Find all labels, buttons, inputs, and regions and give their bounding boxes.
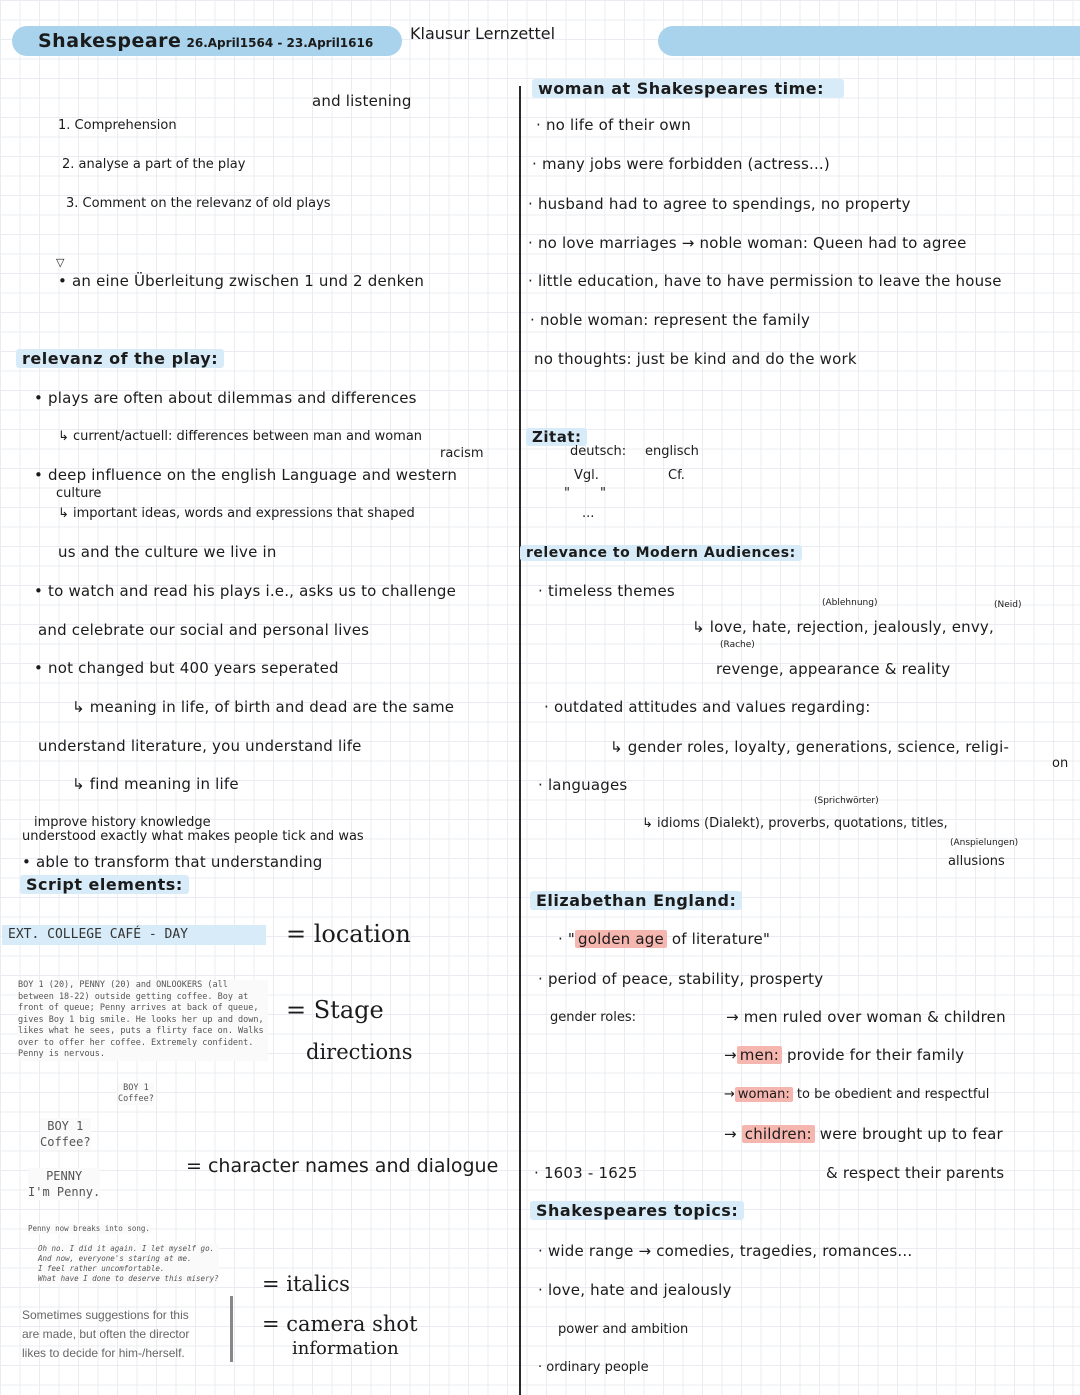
topic-item: · love, hate and jealously [538,1281,732,1299]
annotation: (Anspielungen) [950,838,1019,848]
small-character: BOY 1 [123,1083,149,1093]
themes-line: revenge, appearance & reality [716,660,951,678]
modern-item: · outdated attitudes and values regarding: [544,698,871,716]
woman-item: · little education, have to have permission to leave the house [528,272,1002,290]
relevance-item: • not changed but 400 years seperated [34,659,339,677]
task-item: 1. Comprehension [58,118,177,133]
woman-item: · no life of their own [536,116,691,134]
zitat-quote-1: " [564,486,570,501]
dialogue-sample-1 [40,1118,91,1150]
camera-label: = camera shot [262,1312,418,1336]
character-name: PENNY [46,1169,83,1183]
relevance-text: not changed but 400 years seperated [48,659,339,677]
script-heading: Script elements: [20,875,189,894]
eliz-item: · period of peace, stability, prosperty [538,970,824,988]
topic-item: · wide range → comedies, tragedies, romances... [538,1242,913,1260]
relevance-sub: ↳ important ideas, words and expressions that shaped [58,506,415,521]
woman-item-text: many jobs were forbidden (actress...) [541,155,830,173]
relevance-sub-text: meaning in life, of birth and dead are the same [89,698,455,716]
woman-item [534,350,857,368]
header-author: Shakespeare [38,30,182,52]
lyric-line: And now, everyone's staring at me. [38,1254,192,1263]
annotation: (Sprichwörter) [814,796,879,806]
relevance-item: understand literature, you understand life [38,737,362,755]
woman-role-label: woman: [735,1087,793,1102]
header-author-line [38,30,373,52]
song-intro: Penny now breaks into song. [28,1224,150,1233]
men-provide: provide for their family [786,1046,965,1064]
woman-role-line: → woman: to be obedient and respectful [724,1087,990,1102]
zitat-vgl: Vgl. [574,468,599,483]
golden-age-highlight: golden age [575,930,667,948]
lyric-line: Oh no. I did it again. I let myself go. [38,1244,215,1253]
men-provide-line: → men: provide for their family [724,1046,965,1064]
header-dates: 26.April1564 - 23.April1616 [186,36,374,50]
zitat-en: englisch [645,444,699,459]
relevance-cont: culture [56,486,102,501]
years: · 1603 - 1625 [534,1164,638,1182]
tip-label: an eine Überleitung zwischen 1 und 2 denken [72,272,425,290]
outdated-on: on [1052,756,1069,771]
dialogue-line: Coffee? [40,1135,91,1149]
woman-item-text: no thoughts: just be kind and do the work [534,350,857,368]
topic-text: ordinary people [546,1360,649,1375]
character-name: BOY 1 [47,1119,84,1133]
golden-age-rest: of literature" [671,930,771,948]
stage-direction-sample: BOY 1 (20), PENNY (20) and ONLOOKERS (all between 18-22) outside getting coffee. Boy at front of queue; Penny arrives at back of queue, gives Boy 1 big smile. He looks her up and down, likes what he sees, puts a flirty face on. Walks over to offer her coffee. Extremely confident. Penny is nervous. [18,980,268,1061]
small-dialogue-sample [118,1083,154,1105]
relevance-item: • able to transform that understanding [22,853,323,871]
outdated-sub: ↳ gender roles, loyalty, generations, science, religi- [610,738,1010,756]
annotation: (Rache) [720,640,755,650]
relevance-sub-text: find meaning in life [89,775,239,793]
task-note: and listening [312,92,412,110]
modern-item-text: outdated attitudes and values regarding: [553,698,871,716]
elizabethan-heading: Elizabethan England: [530,891,742,910]
modern-item: · languages [538,776,628,794]
location-label: = location [286,920,411,948]
themes-text: love, hate, rejection, jealously, envy, [709,618,994,636]
woman-item-text: no life of their own [545,116,691,134]
relevance-text: deep influence on the english Language and western [48,466,458,484]
lyric-line: What have I done to deserve this misery? [38,1274,219,1283]
men-rule: → men ruled over woman & children [726,1008,1006,1026]
tip-text: • an eine Überleitung zwischen 1 und 2 denken [58,272,425,290]
woman-item-text: noble woman: represent the family [539,311,811,329]
italics-label: = italics [262,1272,350,1296]
woman-item-text: no love marriages → noble woman: Queen had to agree [537,234,967,252]
topic-text: wide range → comedies, tragedies, romances... [547,1242,913,1260]
relevance-item: improve history knowledge [34,815,211,830]
task-item: 3. Comment on the relevanz of old plays [66,196,331,211]
woman-item: · no love marriages → noble woman: Queen had to agree [528,234,967,252]
modern-item-text: timeless themes [547,582,675,600]
relevance-item: • to watch and read his plays i.e., asks us to challenge [34,582,457,600]
annotation: (Ablehnung) [822,598,878,608]
relevance-sub-text: important ideas, words and expressions that shaped [73,506,415,521]
eliz-item: · " golden age of literature" [558,930,771,948]
outdated-sub-text: gender roles, loyalty, generations, science, religi- [627,738,1010,756]
zitat-dots: ... [582,506,595,521]
topic-item: power and ambition [558,1322,689,1337]
topic-text: love, hate and jealously [547,1281,732,1299]
relevance-cont: us and the culture we live in [58,543,277,561]
woman-item: · many jobs were forbidden (actress...) [532,155,830,173]
zitat-heading: Zitat: [526,428,587,446]
modern-item-text: languages [547,776,628,794]
woman-item: · noble woman: represent the family [530,311,811,329]
relevance-text: to watch and read his plays i.e., asks us to challenge [48,582,457,600]
themes-line: ↳ love, hate, rejection, jealously, envy, [692,618,994,636]
children-role-line: → children: were brought up to fear [724,1125,1003,1143]
woman-item-text: little education, have to have permission to leave the house [537,272,1002,290]
relevance-heading: relevanz of the play: [16,349,224,368]
zitat-quote-2: " [600,486,606,501]
column-divider [519,86,521,1395]
directions-label: directions [306,1040,413,1064]
men-label: men: [737,1046,782,1064]
eliz-item-text: period of peace, stability, prosperty [547,970,824,988]
modern-item: · timeless themes [538,582,675,600]
relevance-sub-text: current/actuell: differences between man and woman [73,429,423,444]
woman-item: · husband had to agree to spendings, no property [528,195,911,213]
lyric-line: I feel rather uncomfortable. [38,1264,165,1273]
gender-roles-label: gender roles: [550,1010,636,1025]
triangle-icon: ▽ [56,256,65,269]
relevance-item: • plays are often about dilemmas and differences [34,389,417,407]
task-item: 2. analyse a part of the play [62,157,246,172]
scene-heading-sample: EXT. COLLEGE CAFÉ - DAY [2,925,266,945]
woman-heading: woman at Shakespeares time: [532,79,844,98]
camera-note: Sometimes suggestions for this are made, but often the director likes to decide for him-/herself. [22,1308,190,1360]
racism-note: racism [440,446,484,461]
song-lyrics [38,1244,219,1284]
dialogue-line: I'm Penny. [28,1185,101,1199]
camera-label-b: information [292,1338,399,1359]
dialogue-sample-2 [28,1168,100,1200]
zitat-cf: Cf. [668,468,685,483]
small-line: Coffee? [118,1094,154,1104]
relevance-sub: ↳ current/actuell: differences between man and woman [58,429,423,444]
stage-label: = Stage [286,996,384,1024]
character-dialogue-label: = character names and dialogue [186,1155,499,1177]
children-text: were brought up to fear [819,1125,1003,1143]
respect-text: & respect their parents [826,1164,1005,1182]
languages-sub-text: idioms (Dialekt), proverbs, quotations, titles, [657,816,948,831]
relevance-cont: and celebrate our social and personal lives [38,621,370,639]
children-label: children: [742,1125,815,1143]
relevance-item: • deep influence on the english Language and western [34,466,458,484]
years-text: 1603 - 1625 [543,1164,638,1182]
topics-heading: Shakespeares topics: [530,1201,744,1220]
zitat-de: deutsch: [570,444,627,459]
page-title: Klausur Lernzettel [410,24,556,43]
modern-heading: relevance to Modern Audiences: [520,545,802,561]
relevance-sub: ↳ find meaning in life [72,775,239,793]
relevance-text: plays are often about dilemmas and differences [48,389,417,407]
topic-item: · ordinary people [538,1360,649,1375]
camera-note-bracket [230,1296,233,1362]
allusions: allusions [948,854,1005,869]
languages-sub: ↳ idioms (Dialekt), proverbs, quotations, titles, [642,816,948,831]
woman-role-text: to be obedient and respectful [796,1087,990,1102]
relevance-sub: ↳ meaning in life, of birth and dead are the same [72,698,455,716]
relevance-item: understood exactly what makes people tick and was [22,829,364,844]
woman-item-text: husband had to agree to spendings, no property [537,195,911,213]
annotation: (Neid) [994,600,1022,610]
relevance-text: able to transform that understanding [36,853,323,871]
title-highlight-right [658,26,1080,56]
